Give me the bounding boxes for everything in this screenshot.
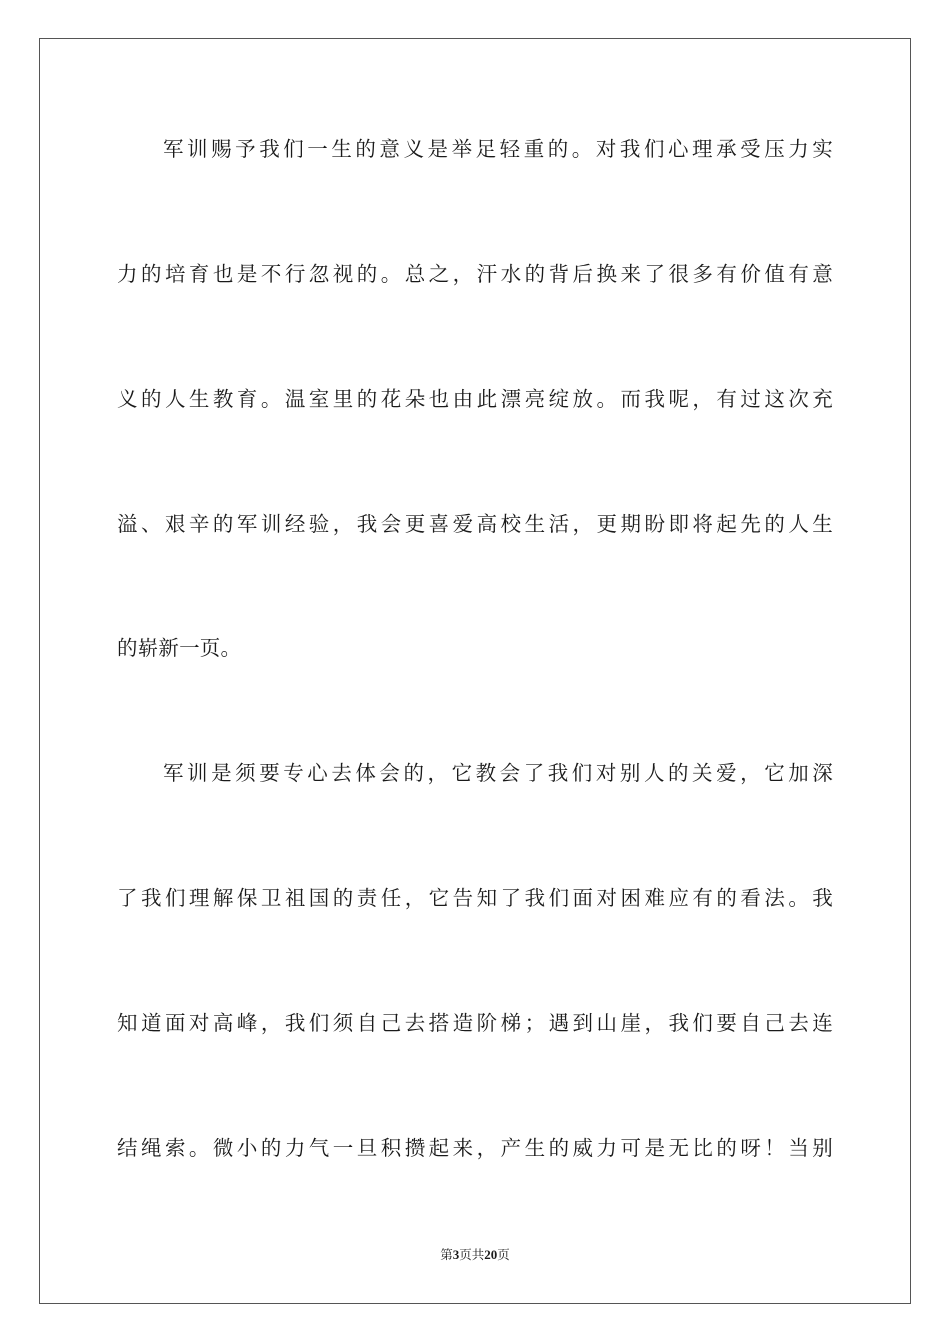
page-prefix: 第 (440, 1247, 453, 1262)
total-prefix: 共 (471, 1247, 485, 1262)
paragraph-1-line-1: 军训赐予我们一生的意义是举足轻重的。对我们心理承受压力实 (163, 137, 833, 161)
paragraph-1-line-2: 力的培育也是不行忽视的。总之，汗水的背后换来了很多有价值有意 (117, 262, 833, 286)
paragraph-2-line-4: 结绳索。微小的力气一旦积攒起来，产生的威力可是无比的呀！当别 (117, 1136, 833, 1160)
page-footer (0, 1246, 950, 1264)
paragraph-2-line-1: 军训是须要专心去体会的，它教会了我们对别人的关爱，它加深 (163, 761, 833, 785)
page-frame (39, 38, 911, 1304)
total-pages: 20 (484, 1247, 498, 1262)
paragraph-2-line-3: 知道面对高峰，我们须自己去搭造阶梯；遇到山崖，我们要自己去连 (117, 1011, 833, 1035)
paragraph-1-line-5: 的崭新一页。 (117, 636, 242, 660)
total-suffix: 页 (497, 1247, 510, 1262)
paragraph-2-line-2: 了我们理解保卫祖国的责任，它告知了我们面对困难应有的看法。我 (117, 886, 833, 910)
page-suffix: 页 (459, 1247, 472, 1262)
paragraph-1-line-4: 溢、艰辛的军训经验，我会更喜爱高校生活，更期盼即将起先的人生 (117, 512, 833, 536)
paragraph-1-line-3: 义的人生教育。温室里的花朵也由此漂亮绽放。而我呢，有过这次充 (117, 387, 833, 411)
page-number: 3 (452, 1247, 460, 1262)
